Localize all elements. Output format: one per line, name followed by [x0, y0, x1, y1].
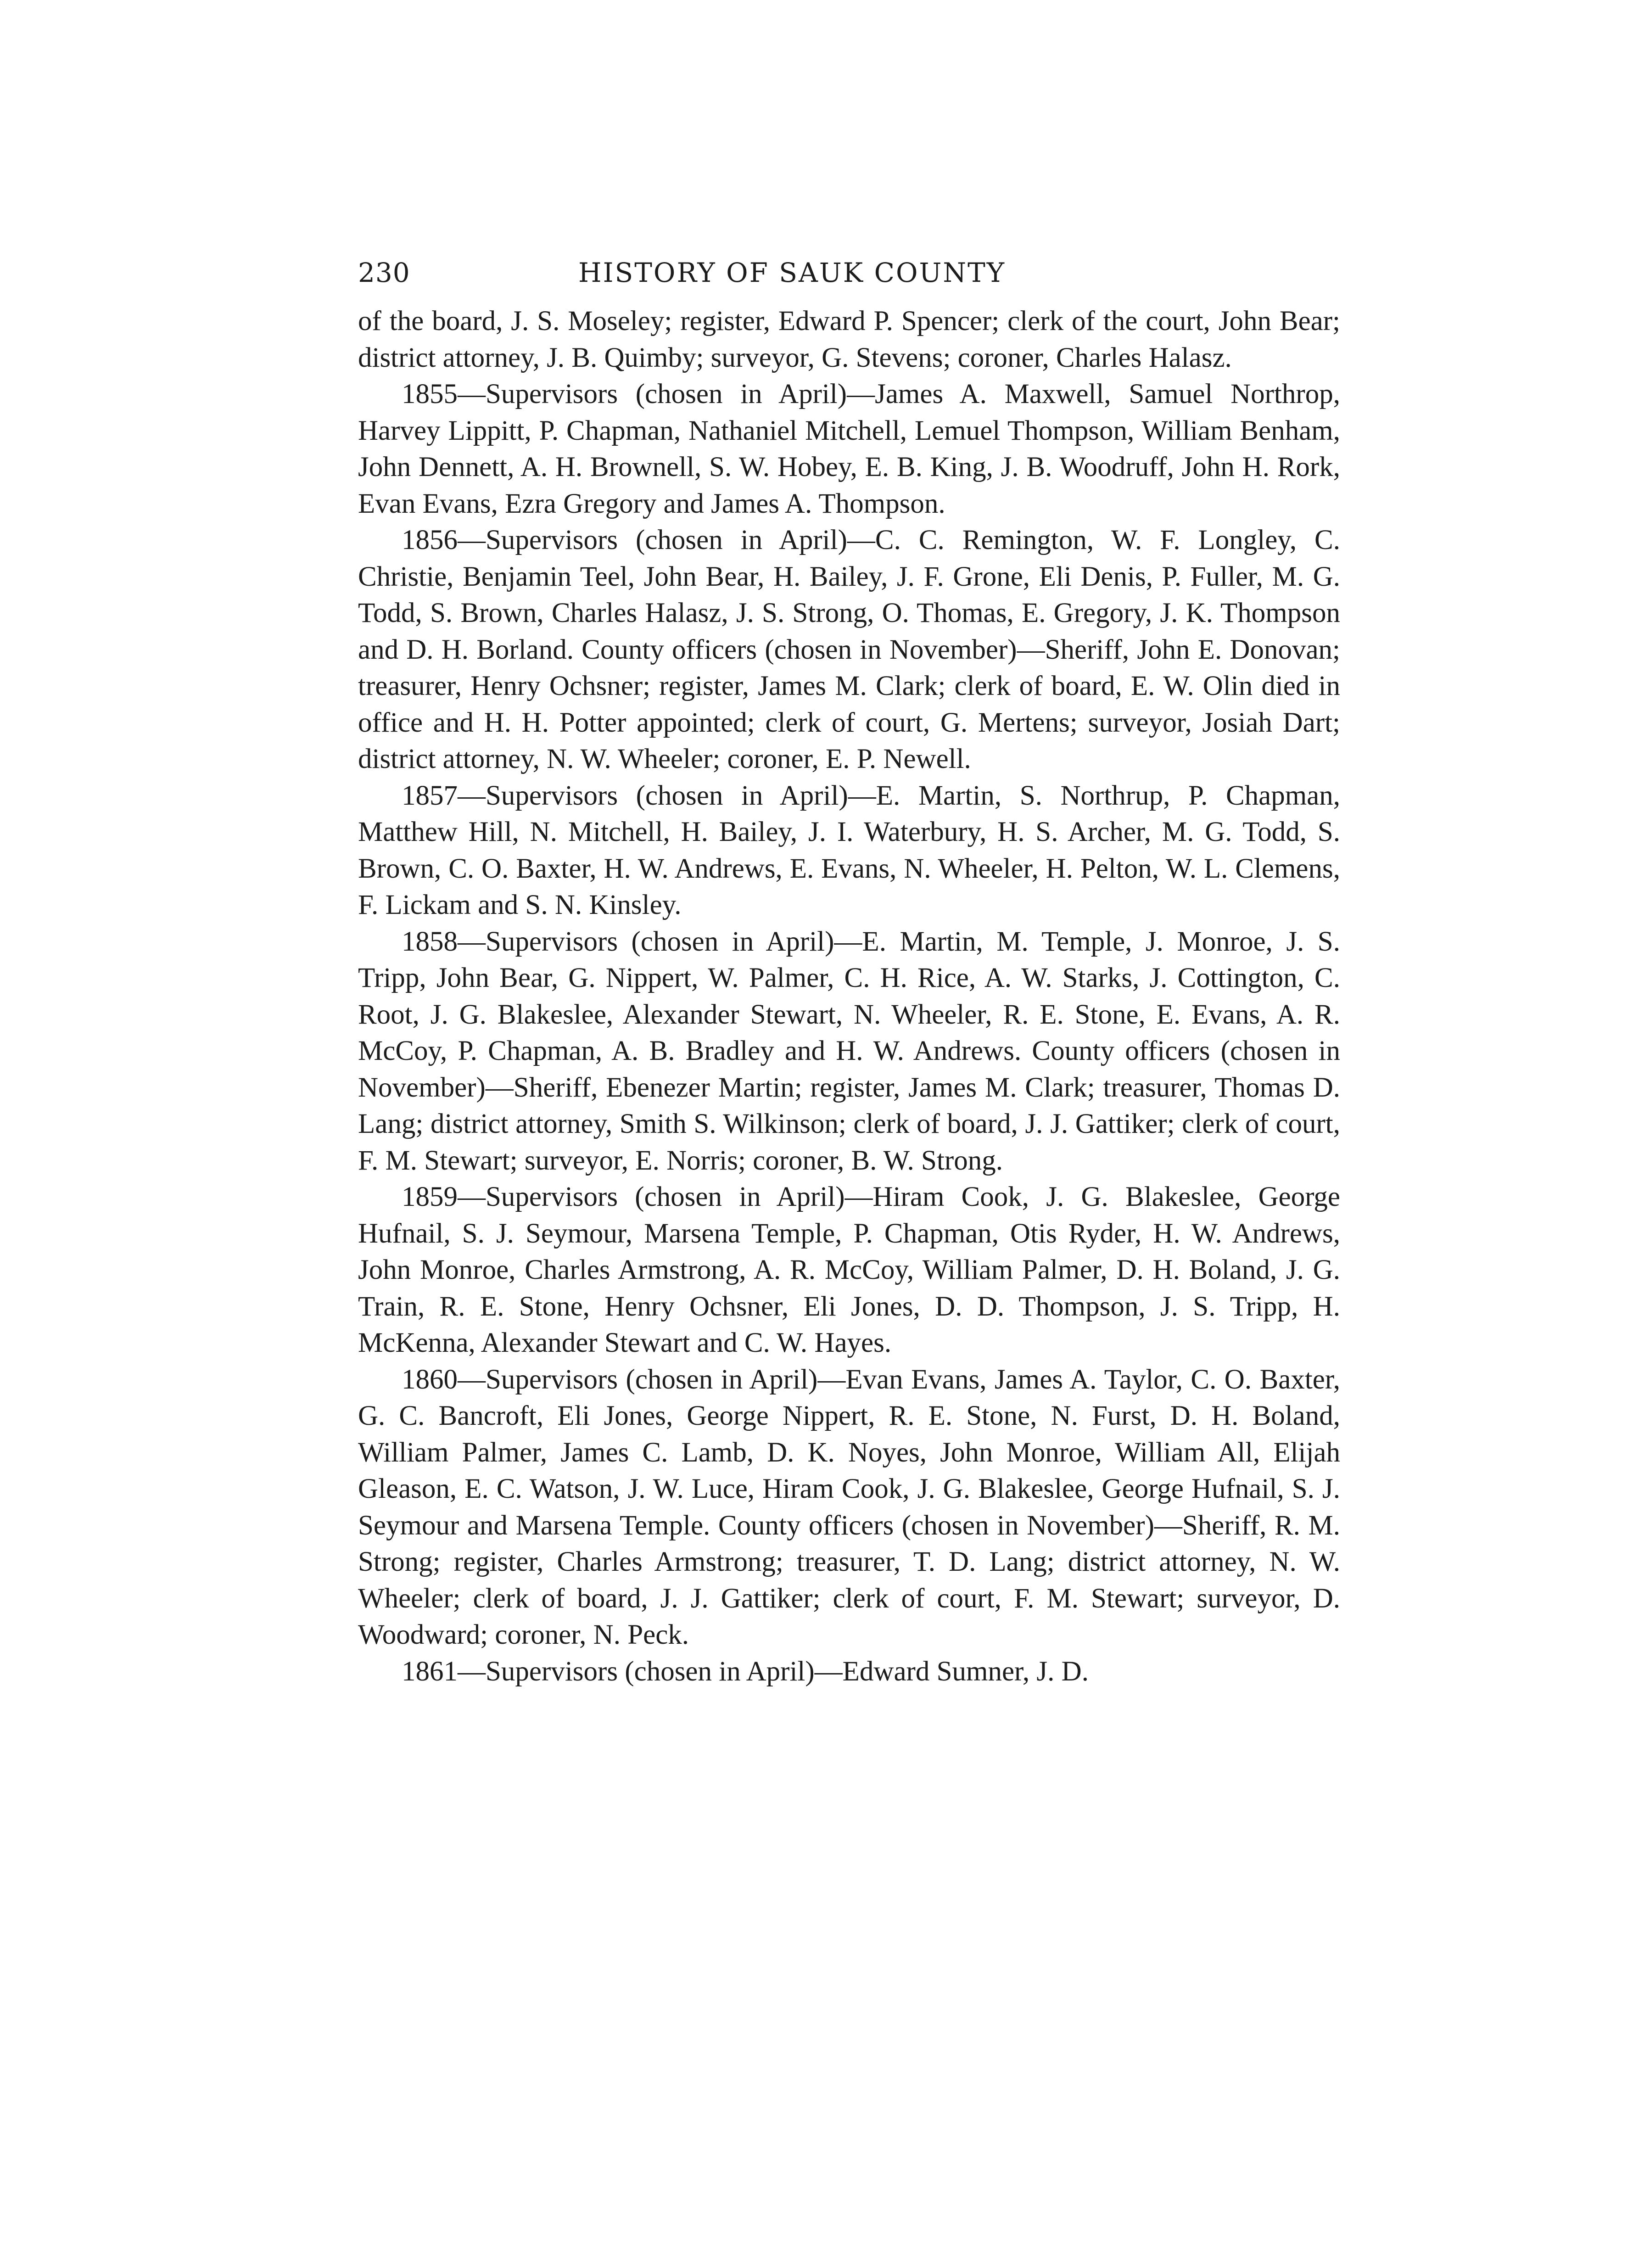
paragraph-1857: 1857—Supervisors (chosen in April)—E. Martin, S. Northrup, P. Chapman, Matthew Hill, N. Mitchell, H. Bailey, J. I. Waterbury, H. S. Archer, M. G. Todd, S. Brown, C. O. Baxter, H. W. Andrews, E. Evans, N. Wheeler, H. Pelton, W. L. Clemens, F. Lickam and S. N. Kinsley. — [358, 780, 1340, 920]
paragraph-continued: of the board, J. S. Moseley; register, Edward P. Spencer; clerk of the court, John Bear; district attorney, J. B. Quimby; surveyor, G. Stevens; coroner, Charles Halasz. — [358, 306, 1340, 373]
paragraph-1861: 1861—Supervisors (chosen in April)—Edward Sumner, J. D. — [402, 1656, 1089, 1687]
paragraph-1856: 1856—Supervisors (chosen in April)—C. C. Remington, W. F. Longley, C. Christie, Benjamin Teel, John Bear, H. Bailey, J. F. Grone, Eli Denis, P. Fuller, M. G. Todd, S. Brown, Charles Halasz, J. S. Strong, O. Thomas, E. Gregory, J. K. Thompson and D. H. Borland. County officers (chosen in November)—Sheriff, John E. Donovan; treasurer, Henry Ochsner; register, James M. Clark; clerk of board, E. W. Olin died in office and H. H. Potter appointed; clerk of court, G. Mertens; surveyor, Josiah Dart; district attorney, N. W. Wheeler; coroner, E. P. Newell. — [358, 525, 1340, 774]
paragraph-1855: 1855—Supervisors (chosen in April)—James A. Maxwell, Samuel Northrop, Harvey Lippitt, P. Chapman, Nathaniel Mitchell, Lemuel Thompson, William Benham, John Dennett, A. H. Brownell, S. W. Hobey, E. B. King, J. B. Woodruff, John H. Rork, Evan Evans, Ezra Gregory and James A. Thompson. — [358, 379, 1340, 519]
running-title: HISTORY OF SAUK COUNTY — [578, 257, 1006, 288]
page-number: 230 — [358, 257, 410, 288]
body-text — [358, 303, 1340, 1690]
paragraph-1858: 1858—Supervisors (chosen in April)—E. Martin, M. Temple, J. Monroe, J. S. Tripp, John Bear, G. Nippert, W. Palmer, C. H. Rice, A. W. Starks, J. Cottington, C. Root, J. G. Blakeslee, Alexander Stewart, N. Wheeler, R. E. Stone, E. Evans, A. R. McCoy, P. Chapman, A. B. Bradley and H. W. Andrews. County officers (chosen in November)—Sheriff, Ebenezer Martin; register, James M. Clark; treasurer, Thomas D. Lang; district attorney, Smith S. Wilkinson; clerk of board, J. J. Gattiker; clerk of court, F. M. Stewart; surveyor, E. Norris; coroner, B. W. Strong. — [358, 926, 1340, 1176]
paragraph-1859: 1859—Supervisors (chosen in April)—Hiram Cook, J. G. Blakeslee, George Hufnail, S. J. Seymour, Marsena Temple, P. Chapman, Otis Ryder, H. W. Andrews, John Monroe, Charles Armstrong, A. R. McCoy, William Palmer, D. H. Boland, J. G. Train, R. E. Stone, Henry Ochsner, Eli Jones, D. D. Thompson, J. S. Tripp, H. McKenna, Alexander Stewart and C. W. Hayes. — [358, 1182, 1340, 1358]
paragraph-1860: 1860—Supervisors (chosen in April)—Evan Evans, James A. Taylor, C. O. Baxter, G. C. Bancroft, Eli Jones, George Nippert, R. E. Stone, N. Furst, D. H. Boland, William Palmer, James C. Lamb, D. K. Noyes, John Monroe, William All, Elijah Gleason, E. C. Watson, J. W. Luce, Hiram Cook, J. G. Blakeslee, George Hufnail, S. J. Seymour and Marsena Temple. County officers (chosen in November)—Sheriff, R. M. Strong; register, Charles Armstrong; treasurer, T. D. Lang; district attorney, N. W. Wheeler; clerk of board, J. J. Gattiker; clerk of court, F. M. Stewart; surveyor, D. Woodward; coroner, N. Peck. — [358, 1364, 1340, 1650]
book-page — [358, 257, 1340, 1690]
running-head — [358, 257, 1340, 303]
